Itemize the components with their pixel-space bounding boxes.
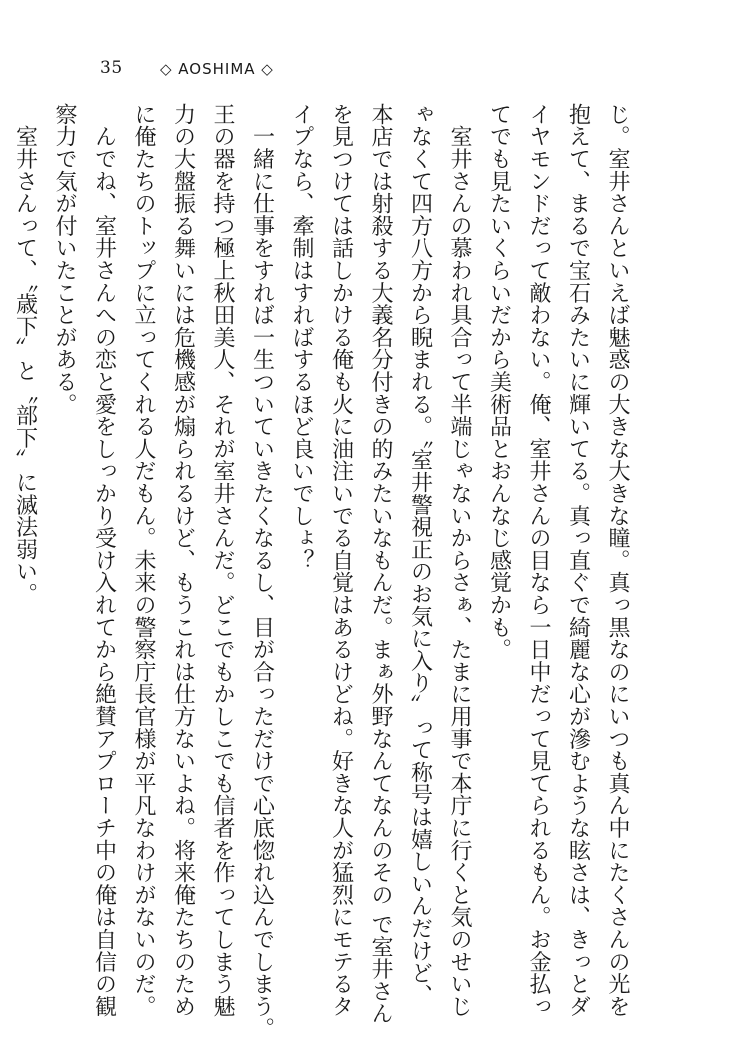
text-line: じ。室井さんといえば魅惑の大きな大きな瞳。真っ黒なのにいつも真ん中にたくさんの光を bbox=[605, 103, 630, 1018]
text-line: 本店では射殺する大義名分付きの的みたいなもんだ。まぁ外野なんてなんのその で室井さん bbox=[368, 103, 393, 1025]
text-line: イプなら、牽制はすればするほど良いでしょ？ bbox=[289, 103, 314, 572]
text-line: てでも見たいくらいだから美術品とおんなじ感覚かも。 bbox=[486, 103, 512, 661]
text-line: 室井さんって、〝歳下〟と〝部下〟に滅法弱い。 bbox=[12, 103, 38, 605]
text-line: に俺たちのトップに立ってくれる人だもん。未来の警察庁長官様が平凡なわけがないのだ。 bbox=[131, 103, 156, 1018]
running-header-title: ◇ AOSHIMA ◇ bbox=[160, 60, 274, 78]
text-line: 室井さんの慕われ具合って半端じゃないからさぁ、たまに用事で本庁に行くと気のせいじ bbox=[447, 103, 472, 1018]
text-line: んでね、室井さんへの恋と愛をしっかり受け入れてから絶賛アプローチ中の俺は自信の観 bbox=[91, 103, 117, 1018]
text-line: 抱えて、まるで宝石みたいに輝いてる。真っ直ぐで綺麗な心が滲むような眩さは、きっとダ bbox=[565, 103, 591, 1018]
text-line: イヤモンドだって敵わない。俺、室井さんの目なら一日中だって見てられるもん。お金払っ bbox=[526, 103, 551, 1018]
page-number: 35 bbox=[100, 58, 123, 78]
text-line: 一緒に仕事をすれば一生ついていきたくなるし、目が合っただけで心底惚れ込んでしまう。 bbox=[249, 103, 275, 1040]
text-line: 王の器を持つ極上秋田美人、それが室井さんだ。どこでもかしこでも信者を作ってしまう魅 bbox=[210, 103, 235, 1018]
text-line: 察力で気が付いたことがある。 bbox=[52, 103, 77, 416]
text-line: ゃなくて四方八方から睨まれる。〝室井警視正のお気に入り〟って称号は嬉しいんだけど、 bbox=[407, 103, 433, 1007]
text-line: 力の大盤振る舞いには危機感が煽られるけど、もうこれは仕方ないよね。将来俺たちのため bbox=[170, 103, 196, 1018]
text-line: を見つけては話しかける俺も火に油注いでる自覚はあるけどね。好きな人が猛烈にモテるタ bbox=[328, 103, 354, 1018]
vertical-body-text bbox=[5, 103, 637, 1040]
